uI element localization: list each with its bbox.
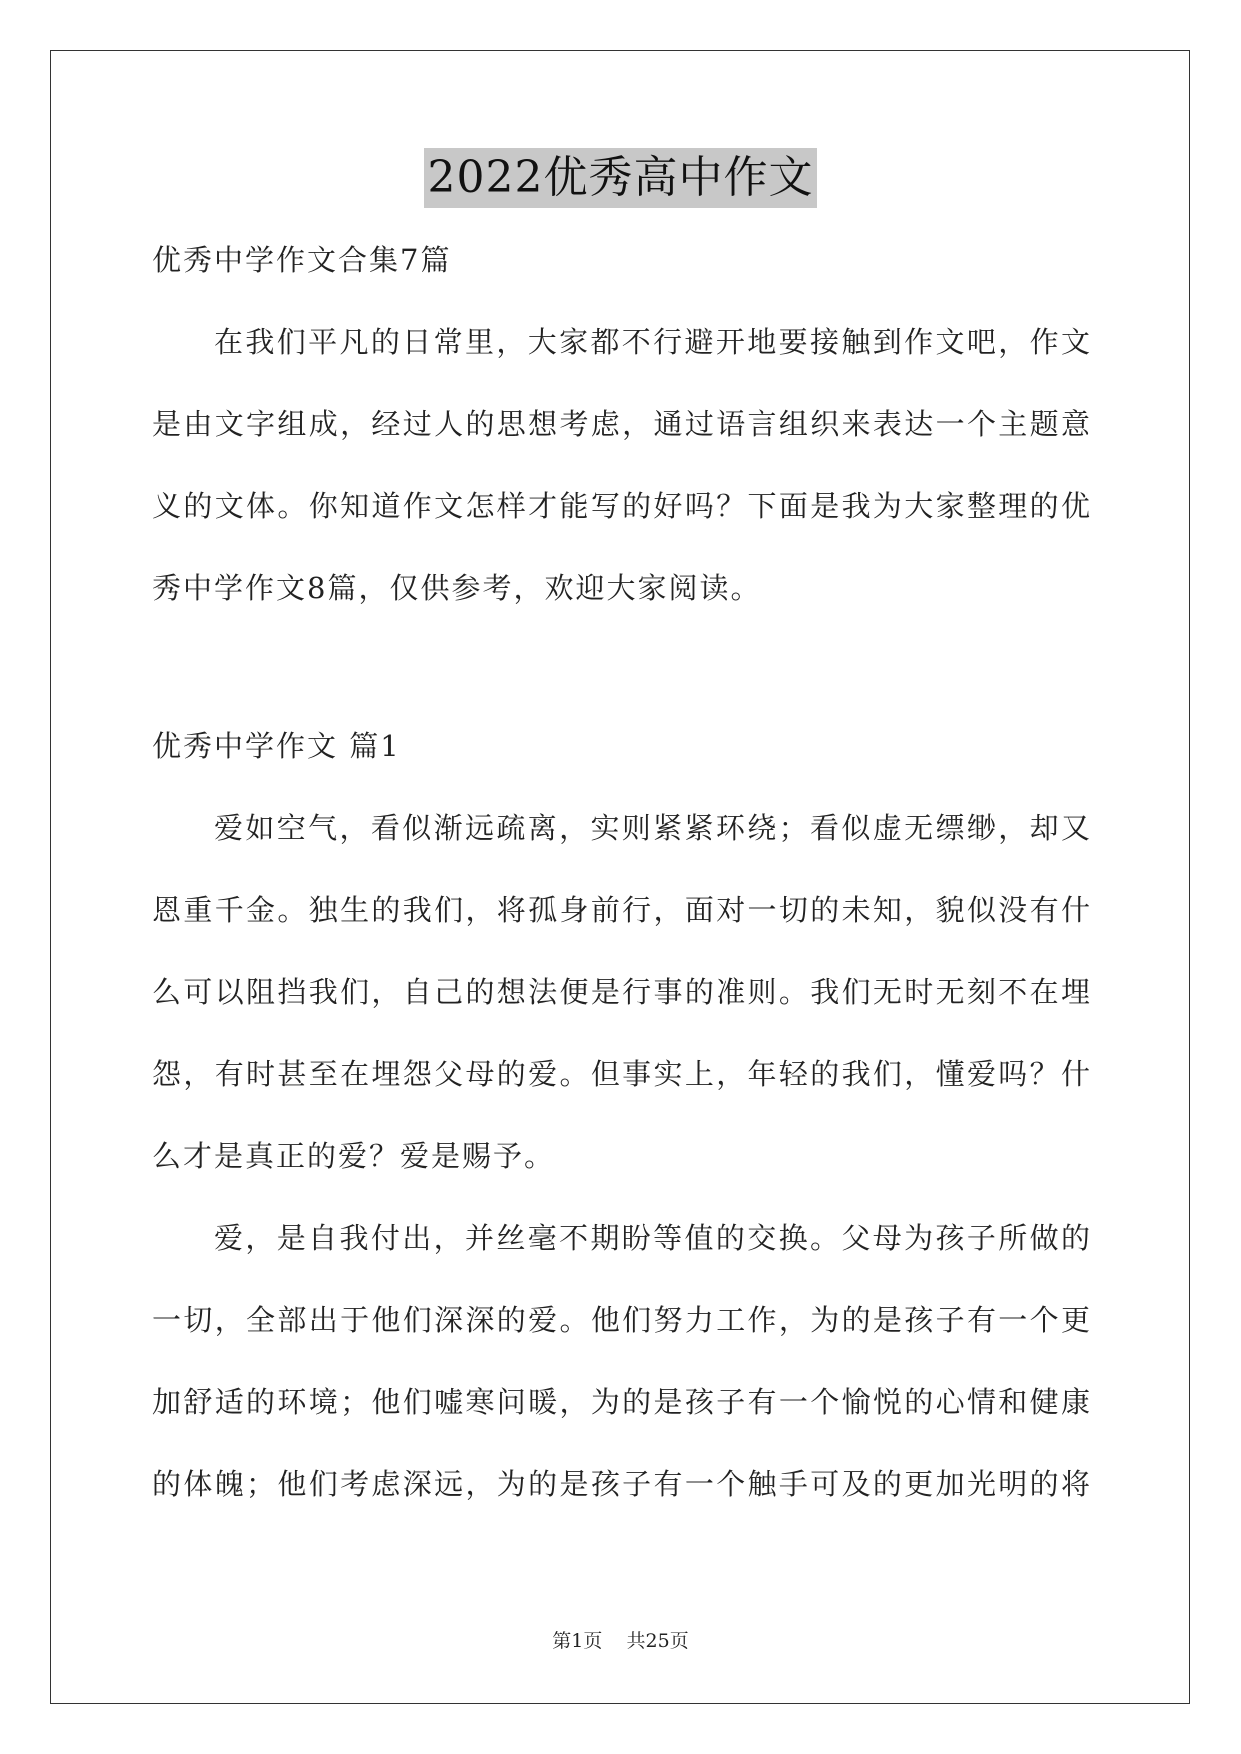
page-footer: [0, 1626, 1241, 1653]
paragraph-gap: [152, 642, 1090, 718]
paragraph-line: 爱如空气，看似渐远疏离，实则紧紧环绕；看似虚无缥缈，却又: [214, 811, 1090, 845]
section-heading: 优秀中学作文 篇1: [152, 729, 401, 763]
paragraph-line: 么可以阻挡我们，自己的想法便是行事的准则。我们无时无刻不在埋: [152, 975, 1090, 1009]
document-title: 2022优秀高中作文: [424, 148, 818, 208]
paragraph-line: 恩重千金。独生的我们，将孤身前行，面对一切的未知，貌似没有什: [152, 893, 1090, 927]
intro-line: 秀中学作文8篇，仅供参考，欢迎大家阅读。: [152, 571, 762, 605]
intro-line: 义的文体。你知道作文怎样才能写的好吗？下面是我为大家整理的优: [152, 489, 1090, 523]
page-number: 第1页: [552, 1630, 603, 1652]
paragraph-line: 加舒适的环境；他们嘘寒问暖，为的是孩子有一个愉悦的心情和健康: [152, 1385, 1090, 1419]
intro-line: 在我们平凡的日常里，大家都不行避开地要接触到作文吧，作文: [214, 325, 1090, 359]
title-container: [0, 148, 1241, 208]
intro-line: 是由文字组成，经过人的思想考虑，通过语言组织来表达一个主题意: [152, 407, 1090, 441]
document-subtitle: 优秀中学作文合集7篇: [152, 243, 452, 277]
total-pages: 共25页: [626, 1630, 689, 1652]
paragraph-line: 一切，全部出于他们深深的爱。他们努力工作，为的是孩子有一个更: [152, 1303, 1090, 1337]
document-body: [152, 232, 1090, 1538]
paragraph-line: 怨，有时甚至在埋怨父母的爱。但事实上，年轻的我们，懂爱吗？什: [152, 1057, 1090, 1091]
paragraph-line: 么才是真正的爱？爱是赐予。: [152, 1139, 556, 1173]
paragraph-line: 的体魄；他们考虑深远，为的是孩子有一个触手可及的更加光明的将: [152, 1467, 1090, 1501]
paragraph-line: 爱，是自我付出，并丝毫不期盼等值的交换。父母为孩子所做的: [214, 1221, 1090, 1255]
